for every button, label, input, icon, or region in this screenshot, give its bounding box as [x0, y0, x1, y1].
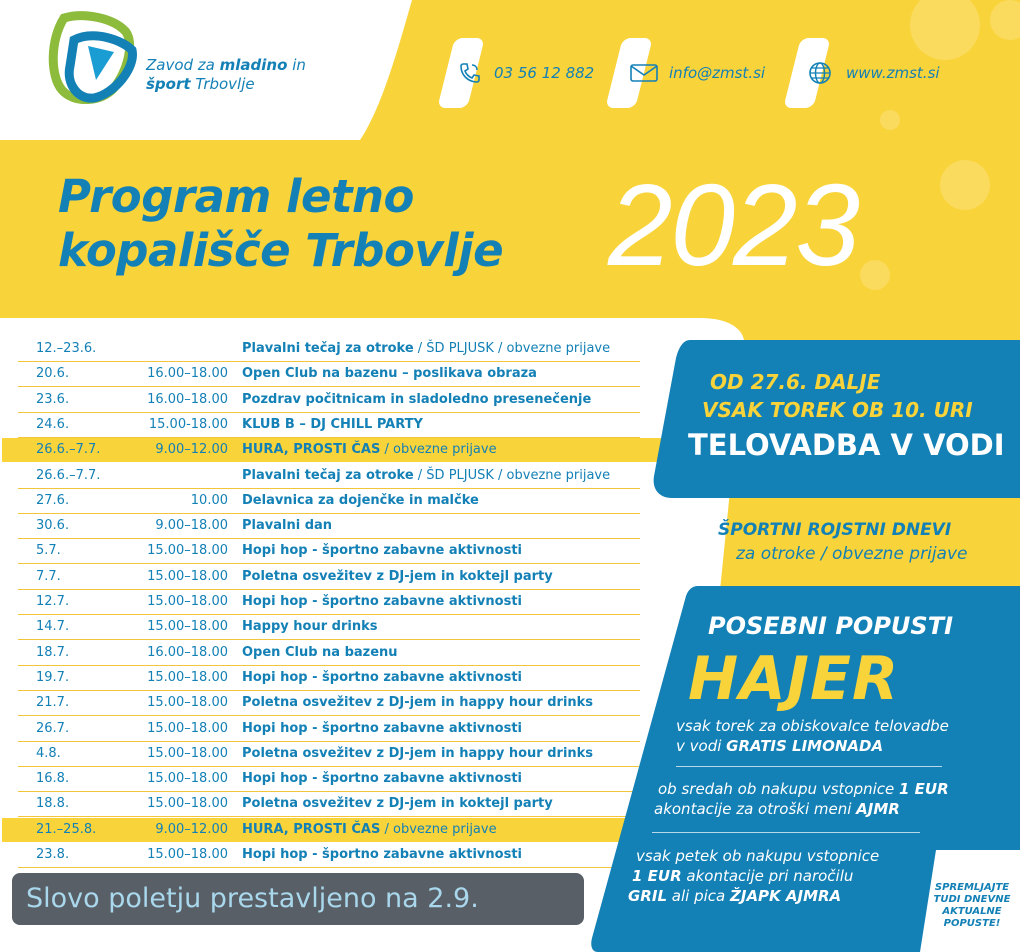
cell-event	[242, 540, 522, 562]
table-row	[18, 642, 638, 664]
table-row	[18, 616, 638, 638]
globe-icon	[808, 61, 832, 85]
cell-event	[242, 515, 332, 537]
cell-event	[242, 844, 522, 866]
cell-event-title: Poletna osvežitev z DJ-jem in happy hour drinks	[242, 695, 594, 711]
mail-icon	[630, 64, 658, 82]
cell-event	[242, 363, 537, 385]
cell-event-title: KLUB B – DJ CHILL PARTY	[242, 416, 423, 432]
divider	[652, 832, 920, 833]
discount-friday	[628, 846, 879, 906]
discount-text-bold: 1 EUR	[899, 780, 949, 798]
row-divider	[18, 665, 640, 666]
org-text: Zavod za	[146, 56, 220, 74]
cell-date: 19.7.	[36, 669, 70, 685]
telovadba-line1: OD 27.6. DALJE	[710, 370, 881, 394]
cell-event-title: Hopi hop - športno zabavne aktivnosti	[242, 543, 522, 559]
cell-event-title: Delavnica za dojenčke in malčke	[242, 492, 479, 508]
cell-time: 15.00–18.00	[147, 594, 228, 609]
table-row	[18, 439, 638, 461]
cell-time: 15.00–18.00	[147, 543, 228, 559]
discount-text: vsak petek ob nakupu vstopnice	[636, 847, 880, 865]
bubble	[860, 260, 890, 290]
cell-time: 15.00-18.00	[148, 416, 228, 432]
cell-event	[242, 439, 497, 461]
cell-event	[242, 490, 479, 512]
discount-text: akontacije pri naročilu	[681, 867, 854, 885]
cell-event	[242, 768, 522, 790]
discount-text: akontacije za otroški meni	[654, 800, 857, 818]
table-row	[18, 515, 638, 537]
cell-date: 18.8.	[36, 796, 70, 812]
cell-event-title: Hopi hop - športno zabavne aktivnosti	[242, 669, 522, 685]
cell-time: 15.00–18.00	[147, 568, 228, 584]
cell-event-title: HURA, PROSTI ČAS	[242, 442, 381, 458]
cell-event	[242, 414, 423, 436]
row-divider	[18, 614, 640, 615]
cell-event-title: Open Club na bazenu	[242, 644, 398, 660]
follow-line: POPUSTE!	[943, 918, 1001, 929]
logo-icon	[44, 10, 142, 106]
cell-event-title: Poletna osvežitev z DJ-jem in happy hour drinks	[242, 745, 594, 761]
follow-text	[926, 882, 1018, 930]
rojstni-subtitle: za otroke / obvezne prijave	[736, 544, 968, 564]
row-divider	[18, 639, 640, 640]
discount-text: ali pica	[667, 887, 730, 905]
org-text: in	[287, 56, 306, 74]
cell-event-title: Hopi hop - športno zabavne aktivnosti	[242, 720, 522, 736]
row-divider	[18, 361, 640, 362]
table-row	[18, 414, 638, 436]
divider	[676, 766, 942, 767]
cell-event	[242, 389, 591, 411]
cell-event	[242, 819, 497, 841]
year-label: 2023	[608, 160, 859, 290]
bubble	[940, 160, 990, 210]
table-row	[18, 667, 638, 689]
cell-event-title: Pozdrav počitnicam in sladoledno presenečenje	[242, 391, 592, 407]
email-address[interactable]: info@zmst.si	[669, 64, 766, 82]
cell-event-title: Open Club na bazenu – poslikava obraza	[242, 366, 537, 382]
page-title-line2: kopališče Trbovlje	[58, 224, 504, 277]
row-divider	[18, 386, 640, 387]
cell-date: 18.7.	[36, 644, 70, 660]
cell-event-title: Plavalni tečaj za otroke	[242, 341, 414, 356]
cell-date: 23.8.	[36, 847, 70, 862]
cell-date: 16.8.	[36, 771, 70, 787]
cell-date: 26.6.–7.7.	[36, 442, 101, 458]
table-row	[18, 490, 638, 512]
table-row	[18, 692, 638, 714]
cell-time: 9.00–12.00	[155, 442, 228, 458]
follow-line: TUDI DNEVNE	[933, 894, 1011, 905]
row-divider	[18, 513, 640, 514]
follow-line: AKTUALNE	[942, 906, 1002, 917]
table-row	[18, 793, 638, 815]
table-row	[18, 465, 638, 487]
row-divider	[18, 715, 640, 716]
cell-event	[242, 338, 610, 360]
cell-time: 9.00–18.00	[155, 518, 228, 534]
cell-event-title: HURA, PROSTI ČAS	[242, 821, 381, 837]
org-text-bold: mladino	[219, 56, 288, 74]
discount-wednesday	[654, 779, 949, 819]
phone-icon	[458, 62, 482, 84]
table-row	[18, 389, 638, 411]
cell-event-title: Poletna osvežitev z DJ-jem in koktejl party	[242, 568, 553, 584]
cell-event	[242, 692, 593, 714]
table-row	[18, 768, 638, 790]
discount-text: ob sredah ob nakupu vstopnice	[658, 780, 900, 798]
telovadba-line2: VSAK TOREK OB 10. URI	[702, 398, 973, 422]
cell-date: 14.7.	[36, 619, 70, 635]
cell-event-title: Hopi hop - športno zabavne aktivnosti	[242, 847, 522, 862]
cell-event-note: / obvezne prijave	[380, 442, 497, 458]
cell-event	[242, 667, 522, 689]
row-divider	[18, 589, 640, 590]
table-row	[18, 363, 638, 385]
discount-tuesday	[676, 716, 949, 756]
cell-event-note: / obvezne prijave	[380, 821, 497, 837]
discount-text-bold: GRIL	[628, 887, 668, 905]
cell-event	[242, 642, 398, 664]
hajer-brand: HAJER	[688, 644, 900, 714]
cell-time: 15.00–18.00	[147, 796, 228, 812]
cell-date: 23.6.	[36, 391, 70, 407]
cell-date: 7.7.	[36, 568, 61, 584]
row-divider	[18, 690, 640, 691]
table-row	[18, 718, 638, 740]
phone-number[interactable]: 03 56 12 882	[494, 64, 595, 82]
cell-date: 24.6.	[36, 416, 70, 432]
row-divider	[18, 867, 640, 868]
table-row	[18, 591, 638, 613]
cell-date: 26.6.–7.7.	[36, 467, 101, 483]
website-link[interactable]: www.zmst.si	[846, 64, 940, 82]
cell-time: 15.00–18.00	[147, 745, 228, 761]
discount-text: vsak torek za obiskovalce telovadbe	[676, 717, 949, 735]
cell-date: 30.6.	[36, 518, 70, 534]
page-title-line1: Program letno	[58, 170, 414, 223]
cell-event	[242, 465, 610, 487]
cell-event-note: / ŠD PLJUSK / obvezne prijave	[413, 341, 611, 356]
row-divider	[18, 741, 640, 742]
cell-event-title: Happy hour drinks	[242, 619, 378, 635]
cell-event	[242, 718, 522, 740]
cell-date: 27.6.	[36, 492, 70, 508]
cell-time: 15.00–18.00	[147, 695, 228, 711]
cell-time: 15.00–18.00	[147, 771, 228, 787]
org-name	[146, 56, 306, 94]
cell-event-title: Plavalni dan	[242, 518, 333, 534]
cell-time: 16.00–18.00	[147, 366, 228, 382]
cell-event-title: Poletna osvežitev z DJ-jem in koktejl party	[242, 796, 553, 812]
follow-line: SPREMLJAJTE	[934, 882, 1010, 893]
cell-time: 15.00–18.00	[147, 847, 228, 862]
discount-text-bold: GRATIS LIMONADA	[726, 737, 884, 755]
cell-time: 9.00–12.00	[155, 821, 228, 837]
cell-event	[242, 591, 522, 613]
cell-event-title: Hopi hop - športno zabavne aktivnosti	[242, 594, 522, 609]
cell-date: 26.7.	[36, 720, 70, 736]
cell-date: 20.6.	[36, 366, 70, 382]
cell-time: 15.00–18.00	[147, 619, 228, 635]
row-divider	[18, 488, 640, 489]
cell-event	[242, 616, 377, 638]
row-divider	[18, 791, 640, 792]
org-text: Trbovlje	[190, 75, 255, 93]
cell-date: 4.8.	[36, 745, 61, 761]
table-row	[18, 540, 638, 562]
discount-text-bold: 1 EUR	[632, 867, 682, 885]
cell-event	[242, 566, 553, 588]
discount-text-bold: AJMR	[856, 800, 900, 818]
org-text-bold: šport	[146, 75, 191, 93]
table-row	[18, 338, 638, 360]
table-row	[18, 819, 638, 841]
rojstni-heading: ŠPORTNI ROJSTNI DNEVI	[718, 520, 952, 540]
discount-text: v vodi	[676, 737, 727, 755]
cell-event-title: Hopi hop - športno zabavne aktivnosti	[242, 771, 522, 787]
cell-event	[242, 793, 553, 815]
row-divider	[18, 766, 640, 767]
popusti-heading: POSEBNI POPUSTI	[708, 612, 953, 640]
cell-date: 21.–25.8.	[36, 821, 97, 837]
telovadba-line3: TELOVADBA V VODI	[688, 428, 1005, 462]
row-divider	[18, 538, 640, 539]
footer-note: Slovo poletju prestavljeno na 2.9.	[12, 873, 584, 925]
cell-date: 5.7.	[36, 543, 61, 559]
cell-time: 16.00–18.00	[147, 644, 228, 660]
cell-time: 15.00–18.00	[147, 669, 228, 685]
table-row	[18, 743, 638, 765]
cell-event-note: / ŠD PLJUSK / obvezne prijave	[413, 467, 611, 483]
table-row	[18, 844, 638, 866]
cell-date: 12.–23.6.	[36, 341, 97, 356]
row-divider	[18, 412, 640, 413]
table-row	[18, 566, 638, 588]
cell-date: 21.7.	[36, 695, 70, 711]
cell-time: 15.00–18.00	[147, 720, 228, 736]
row-divider	[18, 563, 640, 564]
cell-event	[242, 743, 593, 765]
cell-time: 16.00–18.00	[147, 391, 228, 407]
cell-date: 12.7.	[36, 594, 70, 609]
cell-event-title: Plavalni tečaj za otroke	[242, 467, 414, 483]
discount-text-bold: ŽJAPK AJMRA	[729, 887, 842, 905]
cell-time: 10.00	[190, 492, 228, 508]
